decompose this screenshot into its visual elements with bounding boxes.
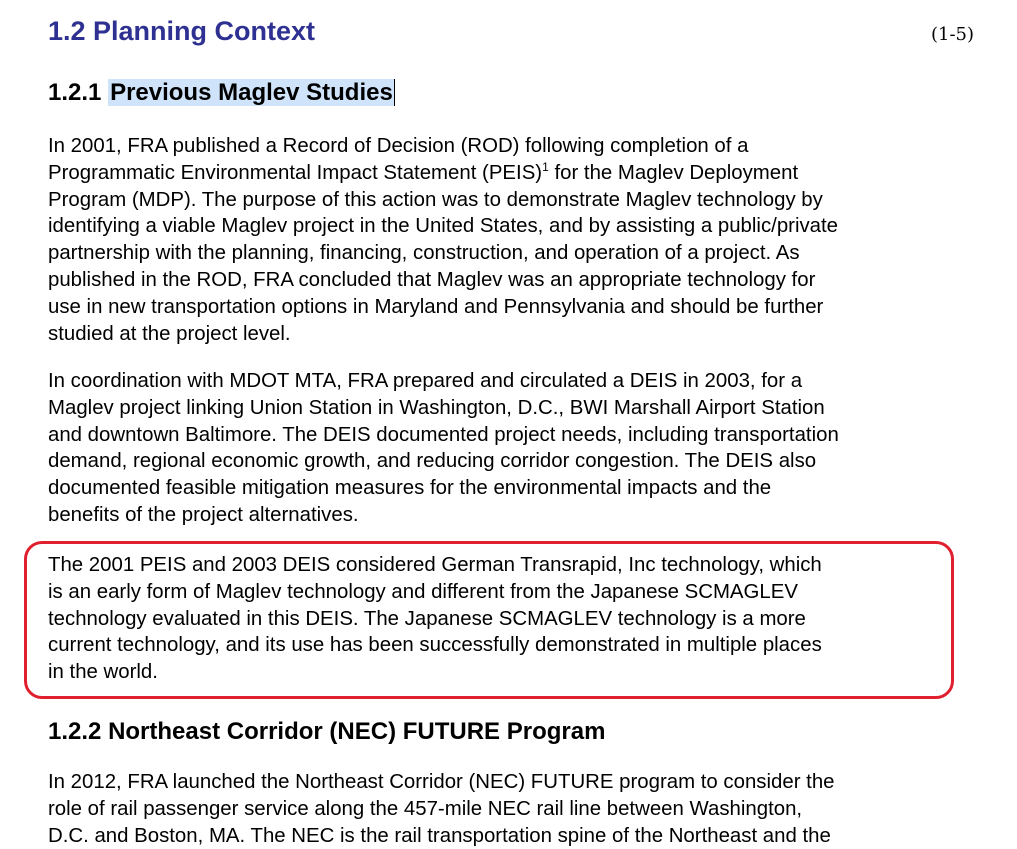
text-line: current technology, and its use has been successfully demonstrated in multiple places	[48, 634, 822, 657]
paragraph-2003-deis	[48, 368, 988, 529]
text-line: and downtown Baltimore. The DEIS documented project needs, including transportation	[48, 423, 839, 446]
footnote-marker[interactable]: 1	[542, 159, 549, 174]
text-line: partnership with the planning, financing, construction, and operation of a project. As	[48, 242, 800, 265]
paragraph-nec-future	[48, 769, 988, 849]
text-line: role of rail passenger service along the 457-mile NEC rail line between Washington,	[48, 797, 803, 820]
subsection-number: 1.2.1	[48, 79, 102, 106]
text-line: Programmatic Environmental Impact Statement (PEIS)$^1$ for the Maglev Deployment	[48, 159, 799, 184]
text-line: technology evaluated in this DEIS. The Japanese SCMAGLEV technology is a more	[48, 607, 806, 630]
text-line: Maglev project linking Union Station in Washington, D.C., BWI Marshall Airport Station	[48, 396, 825, 419]
text-line: documented feasible mitigation measures for the environmental impacts and the	[48, 477, 772, 500]
paragraph-transrapid-vs-scmaglev	[48, 552, 988, 686]
text-line: studied at the project level.	[48, 322, 291, 345]
text-line: in the world.	[48, 661, 158, 684]
section-title: 1.2 Planning Context	[48, 16, 316, 46]
text-line: published in the ROD, FRA concluded that Maglev was an appropriate technology for	[48, 268, 816, 291]
subsection-heading-previous-maglev-studies	[48, 76, 395, 110]
text-line: D.C. and Boston, MA. The NEC is the rail transportation spine of the Northeast and the	[48, 824, 831, 847]
paragraph-previous-studies-rod	[48, 133, 988, 347]
text-line: use in new transportation options in Maryland and Pennsylvania and should be further	[48, 295, 824, 318]
text-line: demand, regional economic growth, and reducing corridor congestion. The DEIS also	[48, 450, 817, 473]
text-line: The 2001 PEIS and 2003 DEIS considered German Transrapid, Inc technology, which	[48, 554, 822, 576]
text-line: is an early form of Maglev technology and different from the Japanese SCMAGLEV	[48, 580, 798, 603]
text-line: In coordination with MDOT MTA, FRA prepared and circulated a DEIS in 2003, for a	[48, 370, 803, 392]
page-reference: (1-5)	[931, 24, 975, 45]
subsection-title: Northeast Corridor (NEC) FUTURE Program	[108, 718, 606, 745]
text-line: Program (MDP). The purpose of this action was to demonstrate Maglev technology by	[48, 188, 823, 211]
text-line: identifying a viable Maglev project in the United States, and by assisting a public/private	[48, 215, 839, 238]
text-line: benefits of the project alternatives.	[48, 503, 359, 526]
text-line: In 2001, FRA published a Record of Decision (ROD) following completion of a	[48, 135, 749, 157]
selected-heading-text[interactable]: Previous Maglev Studies	[110, 79, 393, 106]
subsection-heading-nec-future	[48, 715, 605, 749]
text-line: In 2012, FRA launched the Northeast Corridor (NEC) FUTURE program to consider the	[48, 771, 835, 793]
subsection-number: 1.2.2	[48, 718, 102, 745]
